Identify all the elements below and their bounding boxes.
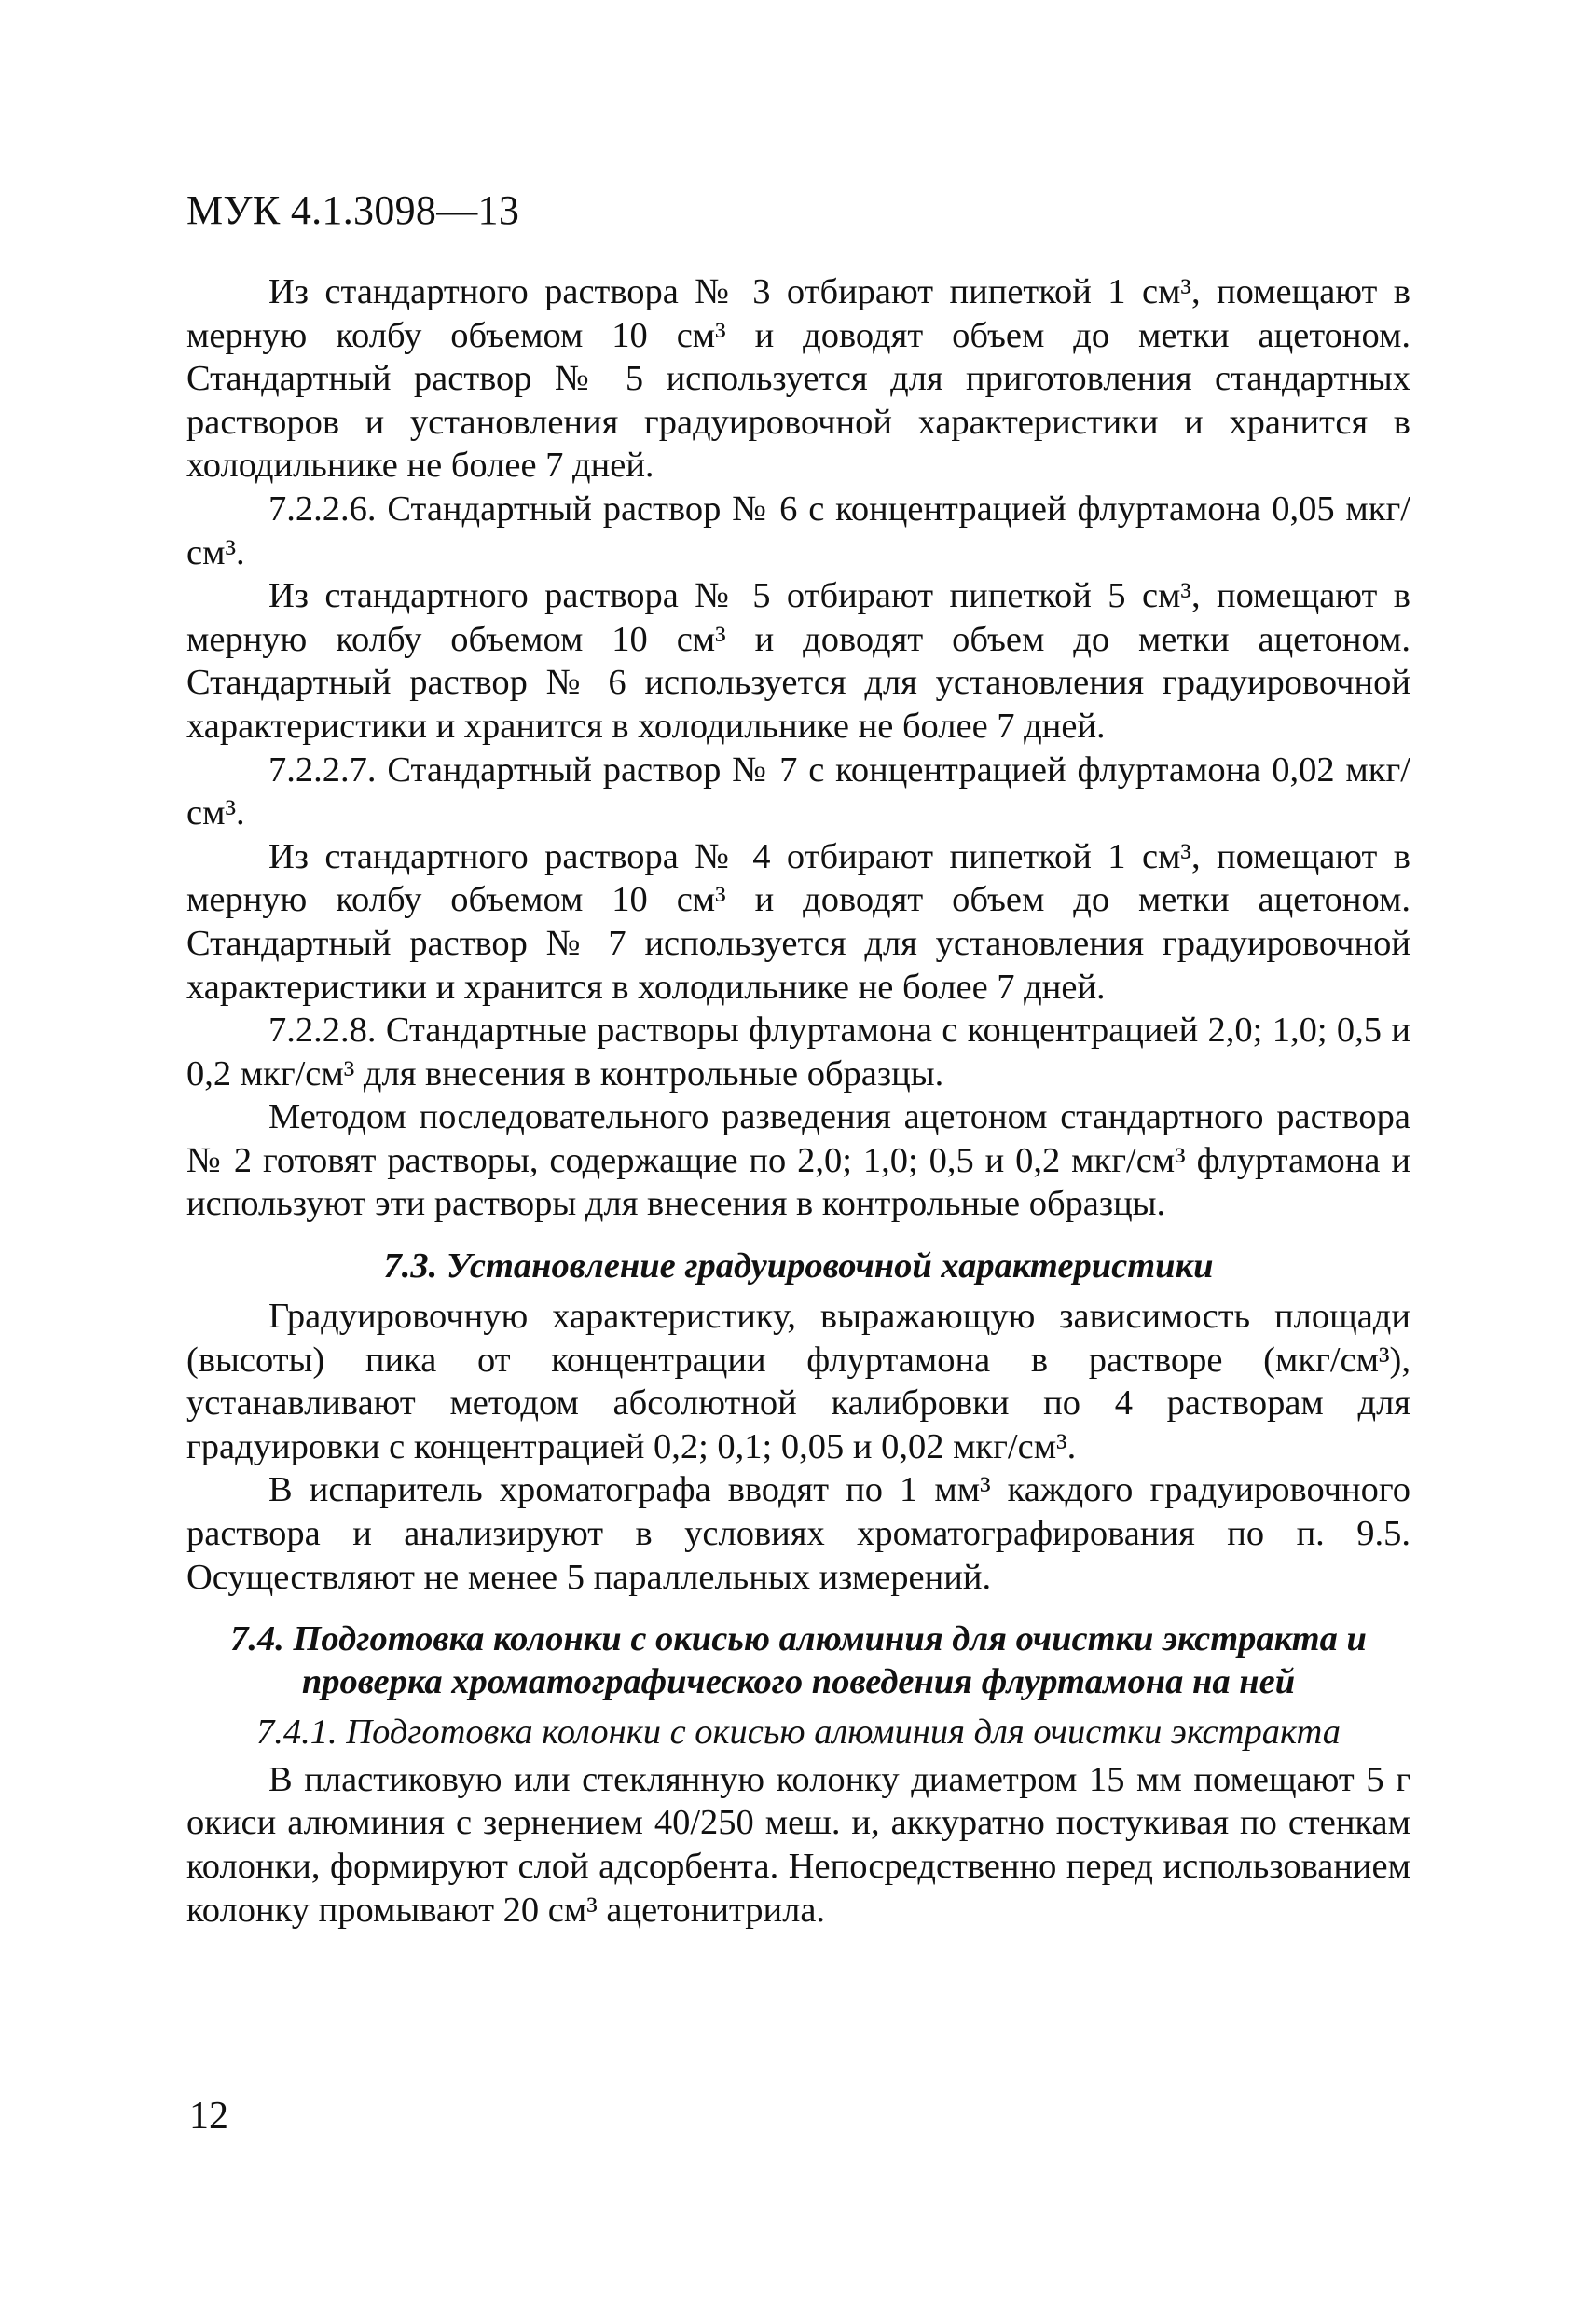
- paragraph: 7.2.2.6. Стандартный раствор № 6 с концентрацией флуртамона 0,05 мкг/см³.: [186, 488, 1410, 572]
- section-heading-7-4: 7.4. Подготовка колонки с окисью алюминия для очистки экстракта и проверка хроматографического поведения флуртамона на ней: [230, 1619, 1367, 1702]
- paragraph: Из стандартного раствора № 4 отбирают пипеткой 1 см³, помещают в мерную колбу объемом 10 см³ и доводят объем до метки ацетоном. Стандартный раствор № 7 используется для установления градуировочной характеристики и хранится в холодильнике не более 7 дней.: [186, 836, 1410, 1007]
- paragraph: В пластиковую или стеклянную колонку диаметром 15 мм помещают 5 г окиси алюминия с зернением 40/250 меш. и, аккуратно постукивая по стенкам колонки, формируют слой адсорбента. Непосредственно перед использованием колонку промывают 20 см³ ацетонитрила.: [186, 1759, 1410, 1930]
- document-body: [186, 270, 1410, 1932]
- paragraph: 7.2.2.7. Стандартный раствор № 7 с концентрацией флуртамона 0,02 мкг/см³.: [186, 750, 1410, 833]
- paragraph: Из стандартного раствора № 3 отбирают пипеткой 1 см³, помещают в мерную колбу объемом 10 см³ и доводят объем до метки ацетоном. Стандартный раствор № 5 используется для приготовления стандартных растворов и установления градуировочной характеристики и хранится в холодильнике не более 7 дней.: [186, 272, 1410, 486]
- subsection-heading-7-4-1: 7.4.1. Подготовка колонки с окисью алюминия для очистки экстракта: [256, 1713, 1341, 1753]
- paragraph: Градуировочную характеристику, выражающую зависимость площади (высоты) пика от концентрации флуртамона в растворе (мкг/см³), устанавливают методом абсолютной калибровки по 4 растворам для градуировки с концентрацией 0,2; 0,1; 0,05 и 0,02 мкг/см³.: [186, 1297, 1410, 1466]
- section-heading-7-3: 7.3. Установление градуировочной характеристики: [383, 1246, 1214, 1286]
- paragraph: Из стандартного раствора № 5 отбирают пипеткой 5 см³, помещают в мерную колбу объемом 10 см³ и доводят объем до метки ацетоном. Стандартный раствор № 6 используется для установления градуировочной характеристики и хранится в холодильнике не более 7 дней.: [186, 576, 1410, 746]
- paragraph: 7.2.2.8. Стандартные растворы флуртамона с концентрацией 2,0; 1,0; 0,5 и 0,2 мкг/см³ для внесения в контрольные образцы.: [186, 1011, 1410, 1094]
- paragraph: Методом последовательного разведения ацетоном стандартного раствора № 2 готовят растворы, содержащие по 2,0; 1,0; 0,5 и 0,2 мкг/см³ флуртамона и используют эти растворы для внесения в контрольные образцы.: [186, 1097, 1410, 1224]
- document-code: МУК 4.1.3098—13: [186, 187, 520, 233]
- page-number: 12: [189, 2095, 228, 2138]
- paragraph: В испаритель хроматографа вводят по 1 мм³ каждого градуировочного раствора и анализируют в условиях хроматографирования по п. 9.5. Осуществляют не менее 5 параллельных измерений.: [186, 1470, 1410, 1597]
